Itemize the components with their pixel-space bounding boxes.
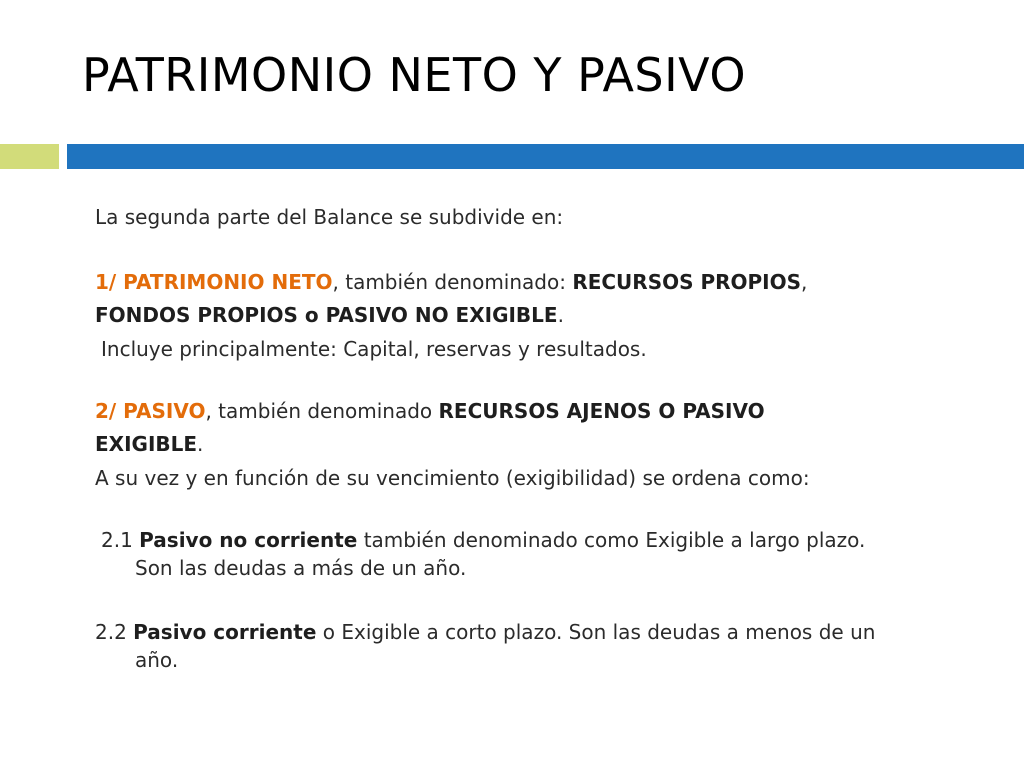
item21-bold: Pasivo no corriente [139,528,358,552]
section1-text-c: . [557,303,564,327]
item22-continuation: año. [135,648,179,672]
item21-number: 2.1 [101,528,140,552]
section1-heading: 1/ PATRIMONIO NETO [95,270,333,294]
item22-number: 2.2 [95,620,134,644]
section1-text-b: , [801,270,808,294]
item22-line2 [135,650,178,670]
intro-line [95,207,563,227]
item22-text: o Exigible a corto plazo. Son las deudas a menos de un [316,620,876,644]
section2-text-a: , también denominado [205,399,439,423]
section1-line2 [95,305,564,325]
section1-includes-text: Incluye principalmente: Capital, reservas y resultados. [101,337,647,361]
item21-line1 [101,530,865,550]
section2-heading: 2/ PASIVO [95,399,206,423]
section2-bold-b: EXIGIBLE [95,432,198,456]
accent-bar-right [67,144,1024,169]
section1-line1 [95,272,807,292]
section2-order [95,468,810,488]
section1-bold-a: RECURSOS PROPIOS [572,270,802,294]
section2-line2 [95,434,203,454]
item21-text: también denominado como Exigible a largo plazo. [357,528,866,552]
section1-text-a: , también denominado: [332,270,573,294]
item21-line2 [135,558,466,578]
section2-order-text: A su vez y en función de su vencimiento (exigibilidad) se ordena como: [95,466,810,490]
section2-line1 [95,401,765,421]
item22-bold: Pasivo corriente [133,620,317,644]
section1-bold-b: FONDOS PROPIOS o PASIVO NO EXIGIBLE [95,303,558,327]
section2-text-b: . [197,432,204,456]
item22-line1 [95,622,875,642]
intro-text: La segunda parte del Balance se subdivide en: [95,205,564,229]
section1-includes [101,339,647,359]
accent-bar-left [0,144,59,169]
section2-bold-a: RECURSOS AJENOS O PASIVO [438,399,765,423]
item21-continuation: Son las deudas a más de un año. [135,556,467,580]
slide-title: PATRIMONIO NETO Y PASIVO [82,48,747,102]
